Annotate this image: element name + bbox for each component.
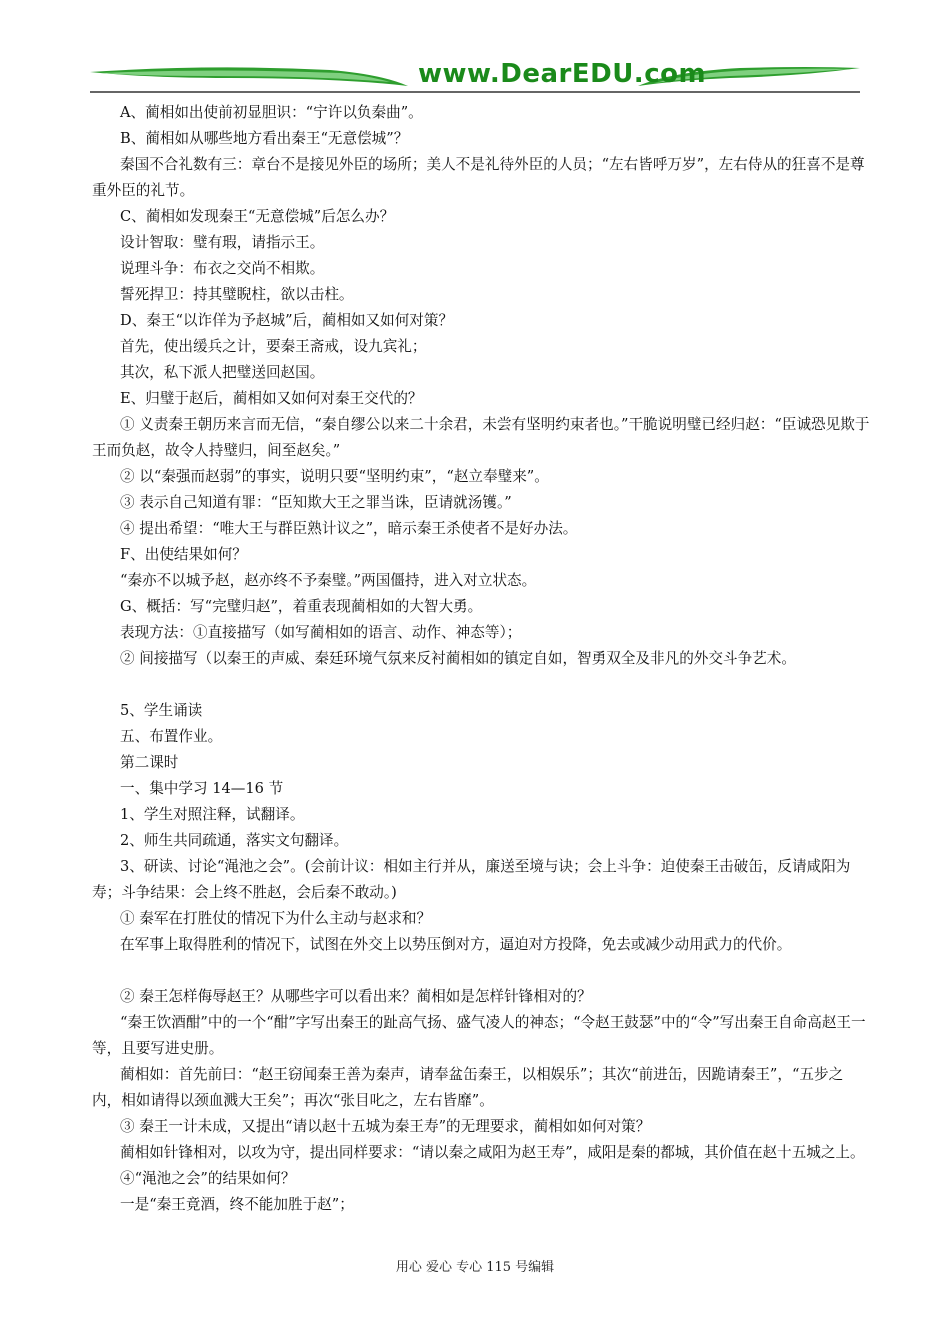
page-footer: 用心 爱心 专心 115 号编辑 (395, 1260, 555, 1275)
paragraph: 誓死捍卫：持其璧睨柱，欲以击柱。 (120, 286, 354, 303)
paragraph: 蔺相如针锋相对，以攻为守，提出同样要求：“请以秦之咸阳为赵王寿”，咸阳是秦的都城，其价值在赵十五城之上。 (120, 1144, 865, 1161)
paragraph: 一是“秦王竟酒，终不能加胜于赵”； (120, 1196, 354, 1213)
site-header-banner (90, 56, 860, 96)
paragraph: ④“渑池之会”的结果如何？ (120, 1170, 296, 1187)
paragraph: 说理斗争：布衣之交尚不相欺。 (120, 260, 325, 277)
paragraph: 蔺相如：首先前曰：“赵王窃闻秦王善为秦声，请奉盆缶秦王，以相娱乐”；其次“前进缶，因跪请秦王”，“五步之内，相如请得以颈血溅大王矣”；再次“张目叱之，左右皆靡”。 (92, 1066, 844, 1109)
paragraph: 首先，使出缓兵之计，要秦王斋戒，设九宾礼； (120, 338, 427, 355)
paragraph: 2、师生共同疏通，落实文句翻译。 (120, 832, 349, 849)
paragraph: 设计智取：璧有瑕，请指示王。 (120, 234, 325, 251)
paragraph: 其次，私下派人把璧送回赵国。 (120, 364, 325, 381)
paragraph: “秦王饮酒酣”中的一个“酣”字写出秦王的趾高气扬、盛气凌人的神态；“令赵王鼓瑟”中的“令”写出秦王自命高赵王一等，且要写进史册。 (92, 1014, 866, 1057)
paragraph: ② 以“秦强而赵弱”的事实，说明只要“坚明约束”，“赵立奉璧来”。 (120, 468, 549, 485)
paragraph: D、秦王“以诈佯为予赵城”后，蔺相如又如何对策？ (120, 312, 454, 329)
paragraph: ③ 秦王一计未成，又提出“请以赵十五城为秦王寿”的无理要求，蔺相如如何对策？ (120, 1118, 651, 1135)
paragraph: 第二课时 (120, 754, 179, 771)
paragraph: ② 秦王怎样侮辱赵王？从哪些字可以看出来？蔺相如是怎样针锋相对的？ (120, 988, 592, 1005)
paragraph: “秦亦不以城予赵，赵亦终不予秦璧。”两国僵持，进入对立状态。 (120, 572, 537, 589)
paragraph: A、蔺相如出使前初显胆识：“宁许以负秦曲”。 (120, 104, 423, 121)
paragraph: ② 间接描写（以秦王的声威、秦廷环境气氛来反衬蔺相如的镇定自如，智勇双全及非凡的外交斗争艺术。 (120, 650, 796, 667)
document-body (92, 100, 872, 1218)
paragraph: ④ 提出希望：“唯大王与群臣熟计议之”，暗示秦王杀使者不是好办法。 (120, 520, 578, 537)
paragraph: F、出使结果如何？ (120, 546, 247, 563)
paragraph: ① 秦军在打胜仗的情况下为什么主动与赵求和？ (120, 910, 432, 927)
paragraph: 1、学生对照注释，试翻译。 (120, 806, 305, 823)
paragraph: 在军事上取得胜利的情况下，试图在外交上以势压倒对方，逼迫对方投降，免去或减少动用武力的代价。 (120, 936, 792, 953)
paragraph: G、概括：写“完璧归赵”，着重表现蔺相如的大智大勇。 (120, 598, 483, 615)
paragraph: 秦国不合礼数有三：章台不是接见外臣的场所；美人不是礼待外臣的人员；“左右皆呼万岁”，左右侍从的狂喜不是尊重外臣的礼节。 (92, 156, 865, 199)
paragraph: 五、布置作业。 (120, 728, 223, 745)
blank-line (92, 672, 872, 698)
paragraph: E、归璧于赵后，蔺相如又如何对秦王交代的？ (120, 390, 423, 407)
paragraph: 3、研读、讨论“渑池之会”。(会前计议：相如主行并从，廉送至境与诀；会上斗争：迫使秦王击破缶，反请咸阳为寿；斗争结果：会上终不胜赵，会后秦不敢动。) (92, 858, 851, 901)
paragraph: C、蔺相如发现秦王“无意偿城”后怎么办？ (120, 208, 395, 225)
paragraph: ③ 表示自己知道有罪：“臣知欺大王之罪当诛，臣请就汤镬。” (120, 494, 512, 511)
site-logo-text[interactable]: www.DearEDU.com (418, 59, 707, 89)
paragraph: 5、学生诵读 (120, 702, 203, 719)
paragraph: 表现方法：①直接描写（如写蔺相如的语言、动作、神态等）； (120, 624, 522, 641)
blank-line (92, 958, 872, 984)
paragraph: ① 义责秦王朝历来言而无信，“秦自缪公以来二十余君，未尝有坚明约束者也。”干脆说明璧已经归赵：“臣诚恐见欺于王而负赵，故令人持璧归，间至赵矣。” (92, 416, 870, 459)
paragraph: B、蔺相如从哪些地方看出秦王“无意偿城”？ (120, 130, 409, 147)
paragraph: 一、集中学习 14—16 节 (120, 780, 284, 797)
